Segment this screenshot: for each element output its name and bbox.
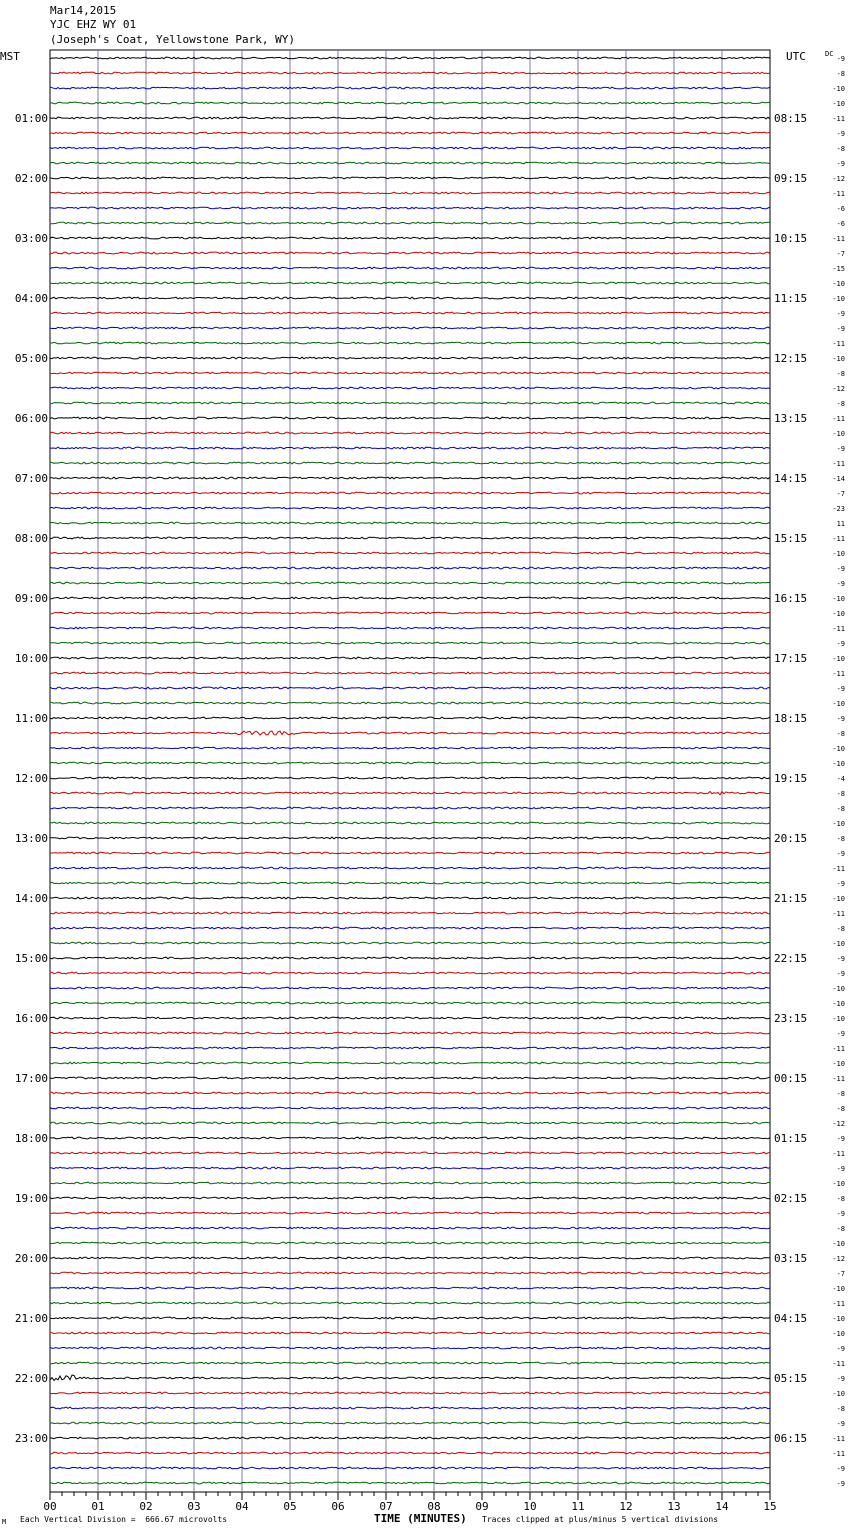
mst-hour-label: 07:00 (14, 472, 48, 485)
dc-offset-label: -14 (832, 475, 845, 483)
dc-offset-label: -23 (832, 505, 845, 513)
trace-black (50, 717, 770, 719)
dc-offset-label: -11 (832, 415, 845, 423)
trace-green (50, 1362, 770, 1364)
trace-red (50, 912, 770, 914)
x-tick-label: 02 (139, 1500, 153, 1513)
dc-offset-label: -10 (832, 760, 845, 768)
utc-hour-label: 09:15 (774, 172, 808, 185)
utc-hour-label: 12:15 (774, 352, 808, 365)
x-tick-label: 06 (331, 1500, 345, 1513)
trace-blue (50, 1167, 770, 1169)
dc-offset-label: -11 (832, 1150, 845, 1158)
dc-offset-label: -10 (832, 1240, 845, 1248)
dc-offset-label: -8 (836, 805, 845, 813)
utc-hour-label: 13:15 (774, 412, 808, 425)
dc-offset-label: -9 (836, 1135, 845, 1143)
trace-black (50, 657, 770, 659)
dc-offset-label: -11 (832, 865, 845, 873)
dc-offset-label: -10 (832, 280, 845, 288)
trace-black (50, 297, 770, 299)
clip-note: Traces clipped at plus/minus 5 vertical divisions (482, 1515, 719, 1524)
utc-hour-label: 15:15 (774, 532, 808, 545)
dc-offset-label: -10 (832, 1330, 845, 1338)
mst-hour-label: 22:00 (14, 1372, 48, 1385)
mst-hour-label: 03:00 (14, 232, 48, 245)
trace-blue (50, 687, 770, 689)
dc-offset-label: -8 (836, 1195, 845, 1203)
trace-black (50, 1375, 770, 1380)
trace-red (50, 372, 770, 374)
trace-green (50, 1482, 770, 1484)
dc-offset-label: -8 (836, 925, 845, 933)
dc-offset-label: -10 (832, 610, 845, 618)
trace-blue (50, 147, 770, 149)
dc-offset-label: -9 (836, 565, 845, 573)
trace-green (50, 942, 770, 944)
mst-hour-label: 16:00 (14, 1012, 48, 1025)
dc-offset-label: -8 (836, 790, 845, 798)
trace-blue (50, 1227, 770, 1229)
dc-offset-label: -8 (836, 730, 845, 738)
trace-green (50, 582, 770, 584)
dc-offset-label: -11 (832, 910, 845, 918)
dc-offset-label: -11 (832, 340, 845, 348)
footer-mark: M (2, 1518, 7, 1526)
utc-hour-label: 21:15 (774, 892, 808, 905)
dc-offset-label: -8 (836, 1090, 845, 1098)
x-tick-label: 09 (475, 1500, 489, 1513)
dc-offset-label: -10 (832, 100, 845, 108)
mst-hour-label: 02:00 (14, 172, 48, 185)
trace-red (50, 132, 770, 134)
x-tick-label: 15 (763, 1500, 777, 1513)
trace-red (50, 192, 770, 194)
utc-axis-title: UTC (786, 50, 806, 63)
trace-green (50, 162, 770, 164)
dc-offset-label: -8 (836, 1405, 845, 1413)
trace-blue (50, 987, 770, 989)
dc-offset-label: -6 (836, 205, 845, 213)
plot-date: Mar14,2015 (50, 4, 117, 17)
dc-offset-label: -9 (836, 850, 845, 858)
utc-hour-label: 17:15 (774, 652, 808, 665)
dc-offset-label: -8 (836, 1225, 845, 1233)
dc-offset-label: -10 (832, 1180, 845, 1188)
dc-offset-label: -10 (832, 745, 845, 753)
trace-green (50, 222, 770, 224)
dc-offset-label: 11 (836, 520, 845, 528)
trace-red (50, 552, 770, 554)
trace-blue (50, 867, 770, 869)
x-axis-label: TIME (MINUTES) (374, 1512, 467, 1525)
trace-red (50, 792, 770, 795)
x-tick-label: 00 (43, 1500, 57, 1513)
x-tick-label: 11 (571, 1500, 585, 1513)
mst-axis-title: MST (0, 50, 20, 63)
dc-offset-label: -11 (832, 235, 845, 243)
trace-blue (50, 1047, 770, 1049)
dc-offset-label: -9 (836, 130, 845, 138)
trace-green (50, 822, 770, 824)
dc-offset-label: -9 (836, 1210, 845, 1218)
dc-offset-label: -11 (832, 190, 845, 198)
trace-blue (50, 507, 770, 509)
utc-hour-label: 00:15 (774, 1072, 808, 1085)
plot-frame (50, 50, 770, 1492)
dc-offset-label: -9 (836, 1030, 845, 1038)
trace-blue (50, 447, 770, 449)
dc-offset-label: -9 (836, 640, 845, 648)
x-tick-label: 01 (91, 1500, 105, 1513)
dc-offset-label: -11 (832, 1360, 845, 1368)
trace-blue (50, 627, 770, 629)
utc-hour-label: 02:15 (774, 1192, 808, 1205)
trace-green (50, 1122, 770, 1124)
x-tick-label: 04 (235, 1500, 249, 1513)
trace-blue (50, 387, 770, 389)
dc-offset-label: -11 (832, 1300, 845, 1308)
trace-black (50, 177, 770, 179)
dc-offset-label: -8 (836, 835, 845, 843)
trace-black (50, 237, 770, 239)
dc-offset-label: -9 (836, 1480, 845, 1488)
dc-offset-label: -10 (832, 1390, 845, 1398)
mst-hour-label: 18:00 (14, 1132, 48, 1145)
trace-blue (50, 87, 770, 89)
dc-offset-label: -10 (832, 985, 845, 993)
x-tick-label: 14 (715, 1500, 729, 1513)
utc-hour-label: 14:15 (774, 472, 808, 485)
dc-offset-label: -9 (836, 445, 845, 453)
mst-hour-label: 23:00 (14, 1432, 48, 1445)
utc-hour-label: 04:15 (774, 1312, 808, 1325)
trace-red (50, 432, 770, 434)
trace-red (50, 1332, 770, 1334)
trace-green (50, 522, 770, 524)
utc-hour-label: 08:15 (774, 112, 808, 125)
dc-offset-label: -10 (832, 85, 845, 93)
utc-hour-label: 22:15 (774, 952, 808, 965)
trace-blue (50, 1407, 770, 1409)
utc-hour-label: 10:15 (774, 232, 808, 245)
trace-red (50, 1452, 770, 1454)
dc-offset-label: -15 (832, 265, 845, 273)
trace-green (50, 702, 770, 704)
trace-black (50, 357, 770, 359)
dc-offset-label: -10 (832, 700, 845, 708)
dc-offset-label: -9 (836, 55, 845, 63)
trace-green (50, 102, 770, 104)
trace-red (50, 852, 770, 854)
trace-black (50, 417, 770, 419)
dc-offset-label: -10 (832, 430, 845, 438)
trace-black (50, 957, 770, 959)
trace-blue (50, 927, 770, 929)
dc-offset-label: -11 (832, 625, 845, 633)
mst-hour-label: 06:00 (14, 412, 48, 425)
dc-offset-label: -9 (836, 880, 845, 888)
trace-blue (50, 747, 770, 749)
x-tick-label: 12 (619, 1500, 633, 1513)
dc-offset-label: -10 (832, 595, 845, 603)
dc-offset-label: -11 (832, 1075, 845, 1083)
trace-blue (50, 1467, 770, 1469)
trace-red (50, 1032, 770, 1034)
dc-offset-label: -7 (836, 490, 845, 498)
utc-hour-label: 11:15 (774, 292, 808, 305)
x-tick-label: 03 (187, 1500, 201, 1513)
trace-green (50, 1302, 770, 1304)
dc-offset-label: -6 (836, 220, 845, 228)
mst-hour-label: 14:00 (14, 892, 48, 905)
trace-blue (50, 267, 770, 269)
dc-offset-label: -12 (832, 385, 845, 393)
trace-green (50, 402, 770, 404)
station-location: (Joseph's Coat, Yellowstone Park, WY) (50, 33, 296, 46)
trace-green (50, 1002, 770, 1004)
trace-red (50, 1392, 770, 1394)
utc-hour-label: 03:15 (774, 1252, 808, 1265)
trace-black (50, 1317, 770, 1319)
dc-offset-label: -10 (832, 1060, 845, 1068)
station-id: YJC EHZ WY 01 (50, 18, 137, 31)
trace-red (50, 252, 770, 254)
trace-red (50, 612, 770, 614)
trace-black (50, 597, 770, 599)
dc-offset-label: -10 (832, 1285, 845, 1293)
dc-offset-label: -9 (836, 160, 845, 168)
trace-black (50, 1137, 770, 1139)
trace-black (50, 777, 770, 779)
trace-red (50, 72, 770, 74)
dc-offset-label: -10 (832, 355, 845, 363)
dc-offset-label: -12 (832, 175, 845, 183)
dc-offset-label: -9 (836, 685, 845, 693)
trace-blue (50, 327, 770, 329)
dc-offset-label: -11 (832, 1435, 845, 1443)
mst-hour-label: 09:00 (14, 592, 48, 605)
utc-hour-label: 06:15 (774, 1432, 808, 1445)
dc-offset-label: -10 (832, 1000, 845, 1008)
trace-black (50, 477, 770, 479)
dc-offset-label: -11 (832, 1450, 845, 1458)
dc-offset-label: -11 (832, 670, 845, 678)
mst-hour-label: 20:00 (14, 1252, 48, 1265)
trace-blue (50, 1107, 770, 1109)
dc-offset-label: -9 (836, 1375, 845, 1383)
dc-offset-label: -10 (832, 550, 845, 558)
trace-black (50, 837, 770, 839)
dc-offset-label: -11 (832, 460, 845, 468)
trace-blue (50, 1347, 770, 1349)
dc-offset-label: -8 (836, 400, 845, 408)
dc-offset-label: -11 (832, 115, 845, 123)
trace-green (50, 282, 770, 284)
dc-offset-label: -9 (836, 580, 845, 588)
trace-red (50, 672, 770, 674)
dc-offset-label: -9 (836, 970, 845, 978)
trace-green (50, 1422, 770, 1424)
dc-offset-label: -9 (836, 310, 845, 318)
trace-blue (50, 1287, 770, 1289)
trace-red (50, 1272, 770, 1274)
mst-hour-label: 10:00 (14, 652, 48, 665)
trace-blue (50, 567, 770, 569)
trace-black (50, 117, 770, 119)
dc-offset-label: -9 (836, 325, 845, 333)
trace-red (50, 1212, 770, 1214)
trace-black (50, 1437, 770, 1439)
dc-offset-label: -12 (832, 1120, 845, 1128)
utc-hour-label: 20:15 (774, 832, 808, 845)
dc-offset-label: -8 (836, 1105, 845, 1113)
trace-green (50, 342, 770, 344)
mst-hour-label: 19:00 (14, 1192, 48, 1205)
trace-black (50, 1017, 770, 1019)
trace-black (50, 537, 770, 539)
utc-hour-label: 01:15 (774, 1132, 808, 1145)
mst-hour-label: 17:00 (14, 1072, 48, 1085)
dc-axis-title: DC (825, 50, 834, 58)
trace-green (50, 762, 770, 764)
dc-offset-label: -9 (836, 1465, 845, 1473)
dc-offset-label: -7 (836, 1270, 845, 1278)
mst-hour-label: 05:00 (14, 352, 48, 365)
trace-green (50, 1062, 770, 1064)
trace-red (50, 972, 770, 974)
mst-hour-label: 11:00 (14, 712, 48, 725)
dc-offset-label: -10 (832, 1315, 845, 1323)
x-tick-label: 10 (523, 1500, 537, 1513)
trace-black (50, 1257, 770, 1259)
x-tick-label: 07 (379, 1500, 393, 1513)
trace-green (50, 642, 770, 644)
mst-hour-label: 12:00 (14, 772, 48, 785)
x-tick-label: 08 (427, 1500, 441, 1513)
trace-green (50, 1182, 770, 1184)
dc-offset-label: -10 (832, 1015, 845, 1023)
dc-offset-label: -10 (832, 295, 845, 303)
dc-offset-label: -9 (836, 715, 845, 723)
utc-hour-label: 05:15 (774, 1372, 808, 1385)
mst-hour-label: 01:00 (14, 112, 48, 125)
dc-offset-label: -11 (832, 535, 845, 543)
x-tick-label: 05 (283, 1500, 297, 1513)
dc-offset-label: -7 (836, 250, 845, 258)
trace-black (50, 57, 770, 59)
dc-offset-label: -9 (836, 1345, 845, 1353)
dc-offset-label: -10 (832, 655, 845, 663)
utc-hour-label: 19:15 (774, 772, 808, 785)
dc-offset-label: -8 (836, 70, 845, 78)
trace-blue (50, 807, 770, 809)
trace-blue (50, 207, 770, 209)
trace-green (50, 1242, 770, 1244)
dc-offset-label: -9 (836, 955, 845, 963)
dc-offset-label: -11 (832, 1045, 845, 1053)
trace-black (50, 1077, 770, 1079)
dc-offset-label: -8 (836, 145, 845, 153)
mst-hour-label: 15:00 (14, 952, 48, 965)
trace-green (50, 462, 770, 464)
trace-red (50, 492, 770, 494)
utc-hour-label: 23:15 (774, 1012, 808, 1025)
trace-black (50, 897, 770, 899)
x-tick-label: 13 (667, 1500, 681, 1513)
mst-hour-label: 13:00 (14, 832, 48, 845)
trace-red (50, 1092, 770, 1094)
trace-red (50, 312, 770, 314)
trace-red (50, 1152, 770, 1154)
dc-offset-label: -10 (832, 820, 845, 828)
mst-hour-label: 04:00 (14, 292, 48, 305)
dc-offset-label: -12 (832, 1255, 845, 1263)
dc-offset-label: -9 (836, 1420, 845, 1428)
utc-hour-label: 16:15 (774, 592, 808, 605)
trace-red (50, 731, 770, 735)
dc-offset-label: -10 (832, 895, 845, 903)
utc-hour-label: 18:15 (774, 712, 808, 725)
dc-offset-label: -4 (836, 775, 845, 783)
trace-green (50, 882, 770, 884)
dc-offset-label: -10 (832, 940, 845, 948)
mst-hour-label: 21:00 (14, 1312, 48, 1325)
mst-hour-label: 08:00 (14, 532, 48, 545)
trace-black (50, 1197, 770, 1199)
vertical-scale-note: Each Vertical Division = 666.67 microvolts (20, 1515, 228, 1524)
dc-offset-label: -8 (836, 370, 845, 378)
dc-offset-label: -9 (836, 1165, 845, 1173)
